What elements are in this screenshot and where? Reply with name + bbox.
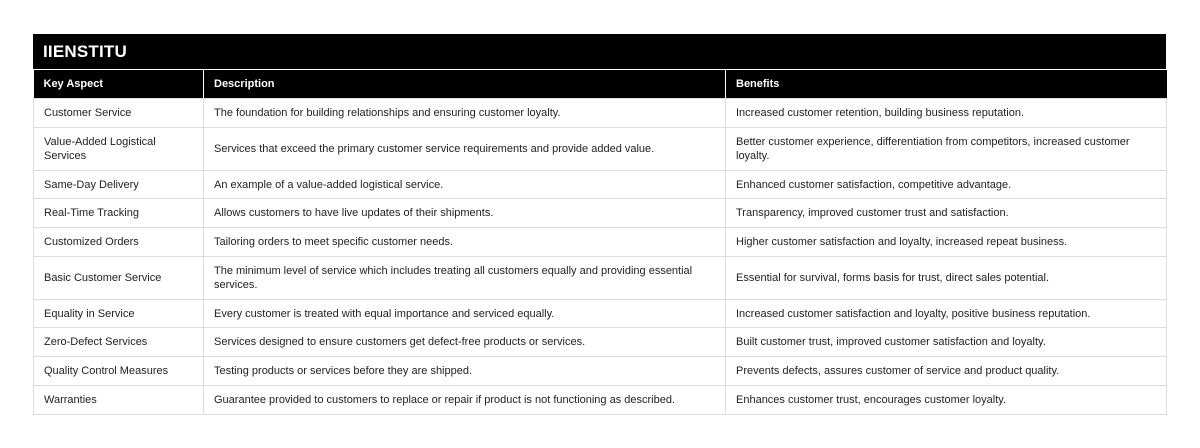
table-row <box>34 99 1167 128</box>
cell-benefits: Transparency, improved customer trust and satisfaction. <box>726 199 1167 228</box>
cell-key-aspect: Value-Added Logistical Services <box>34 127 204 170</box>
cell-benefits: Increased customer satisfaction and loyalty, positive business reputation. <box>726 299 1167 328</box>
cell-benefits: Higher customer satisfaction and loyalty, increased repeat business. <box>726 228 1167 257</box>
cell-description: The minimum level of service which includes treating all customers equally and providing essential services. <box>204 256 726 299</box>
cell-description: Testing products or services before they are shipped. <box>204 357 726 386</box>
table-row <box>34 228 1167 257</box>
cell-key-aspect: Equality in Service <box>34 299 204 328</box>
table-row <box>34 328 1167 357</box>
cell-benefits: Enhances customer trust, encourages customer loyalty. <box>726 385 1167 414</box>
cell-description: Services that exceed the primary customer service requirements and provide added value. <box>204 127 726 170</box>
table-row <box>34 199 1167 228</box>
header-benefits: Benefits <box>726 70 1167 99</box>
table-row <box>34 299 1167 328</box>
cell-description: Allows customers to have live updates of their shipments. <box>204 199 726 228</box>
table-row <box>34 385 1167 414</box>
cell-benefits: Increased customer retention, building business reputation. <box>726 99 1167 128</box>
cell-description: An example of a value-added logistical service. <box>204 170 726 199</box>
cell-benefits: Built customer trust, improved customer satisfaction and loyalty. <box>726 328 1167 357</box>
table-row <box>34 357 1167 386</box>
header-row <box>34 70 1167 99</box>
header-key-aspect: Key Aspect <box>34 70 204 99</box>
cell-benefits: Essential for survival, forms basis for trust, direct sales potential. <box>726 256 1167 299</box>
table-row <box>34 170 1167 199</box>
table-title: IIENSTITU <box>33 34 1166 70</box>
info-table <box>33 70 1167 415</box>
cell-description: Every customer is treated with equal importance and serviced equally. <box>204 299 726 328</box>
cell-key-aspect: Warranties <box>34 385 204 414</box>
cell-key-aspect: Basic Customer Service <box>34 256 204 299</box>
cell-benefits: Enhanced customer satisfaction, competitive advantage. <box>726 170 1167 199</box>
cell-benefits: Better customer experience, differentiation from competitors, increased customer loyalty. <box>726 127 1167 170</box>
cell-key-aspect: Real-Time Tracking <box>34 199 204 228</box>
header-description: Description <box>204 70 726 99</box>
cell-key-aspect: Zero-Defect Services <box>34 328 204 357</box>
info-table-container <box>33 34 1166 415</box>
cell-benefits: Prevents defects, assures customer of service and product quality. <box>726 357 1167 386</box>
cell-description: The foundation for building relationships and ensuring customer loyalty. <box>204 99 726 128</box>
table-row <box>34 127 1167 170</box>
cell-key-aspect: Customer Service <box>34 99 204 128</box>
cell-key-aspect: Same-Day Delivery <box>34 170 204 199</box>
cell-description: Services designed to ensure customers get defect-free products or services. <box>204 328 726 357</box>
cell-description: Guarantee provided to customers to replace or repair if product is not functioning as described. <box>204 385 726 414</box>
cell-description: Tailoring orders to meet specific customer needs. <box>204 228 726 257</box>
table-row <box>34 256 1167 299</box>
cell-key-aspect: Quality Control Measures <box>34 357 204 386</box>
cell-key-aspect: Customized Orders <box>34 228 204 257</box>
